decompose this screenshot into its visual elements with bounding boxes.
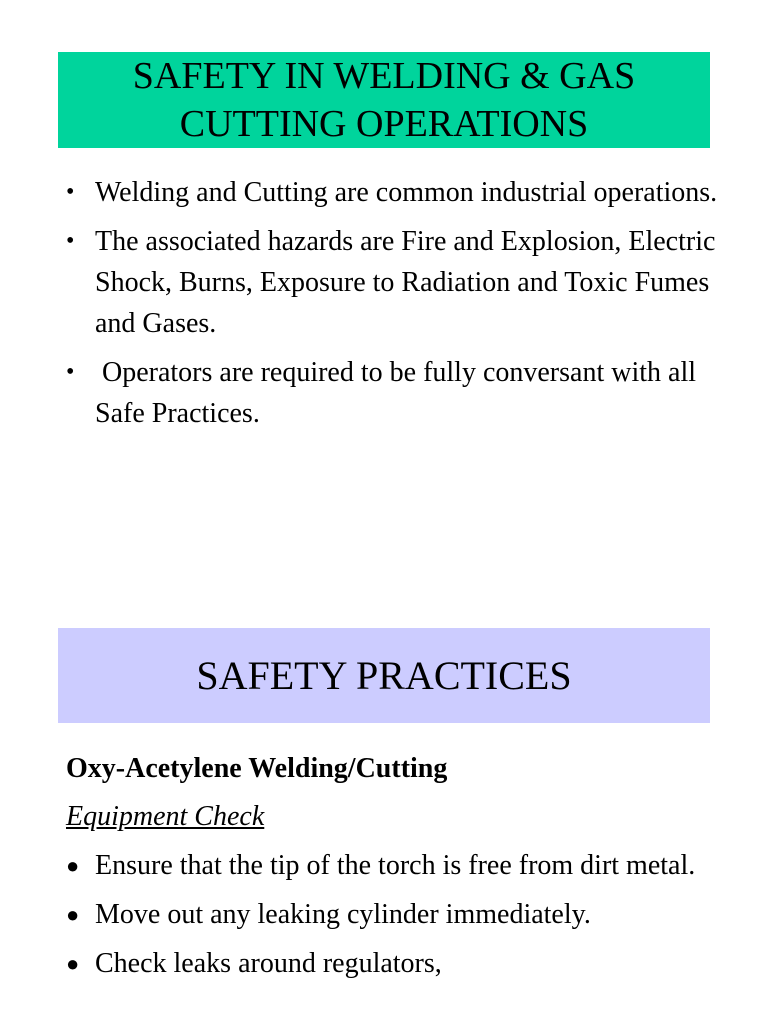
list-item <box>66 352 746 434</box>
title-line-2: CUTTING OPERATIONS <box>179 103 589 145</box>
title-banner <box>58 52 710 148</box>
bullet-icon: ● <box>66 853 80 878</box>
equipment-bullet-list <box>66 845 746 992</box>
list-item-text: Operators are required to be fully conversant with all Safe Practices. <box>95 357 704 429</box>
list-item-text: Welding and Cutting are common industrial operations. <box>95 177 718 208</box>
list-item <box>66 221 746 344</box>
bullet-icon: • <box>66 359 75 385</box>
equipment-check-heading: Equipment Check <box>66 801 265 832</box>
section-banner <box>58 628 710 723</box>
title-line-1: SAFETY IN WELDING & GAS <box>132 55 636 97</box>
list-item-text: The associated hazards are Fire and Explosion, Electric Shock, Burns, Exposure to Radiation and Toxic Fumes and Gases. <box>95 226 716 339</box>
list-item-text: Check leaks around regulators, <box>95 948 442 979</box>
list-item <box>66 894 746 935</box>
bullet-icon: • <box>66 179 75 205</box>
intro-bullet-list <box>66 172 746 442</box>
subheading: Oxy-Acetylene Welding/Cutting <box>66 753 448 784</box>
list-item-text: Move out any leaking cylinder immediately. <box>95 899 591 930</box>
section-title: SAFETY PRACTICES <box>196 653 572 698</box>
list-item-text: Ensure that the tip of the torch is free from dirt metal. <box>95 850 696 881</box>
list-item <box>66 845 746 886</box>
bullet-icon: ● <box>66 951 80 976</box>
list-item <box>66 172 746 213</box>
bullet-icon: • <box>66 228 75 254</box>
list-item <box>66 943 746 984</box>
bullet-icon: ● <box>66 902 80 927</box>
